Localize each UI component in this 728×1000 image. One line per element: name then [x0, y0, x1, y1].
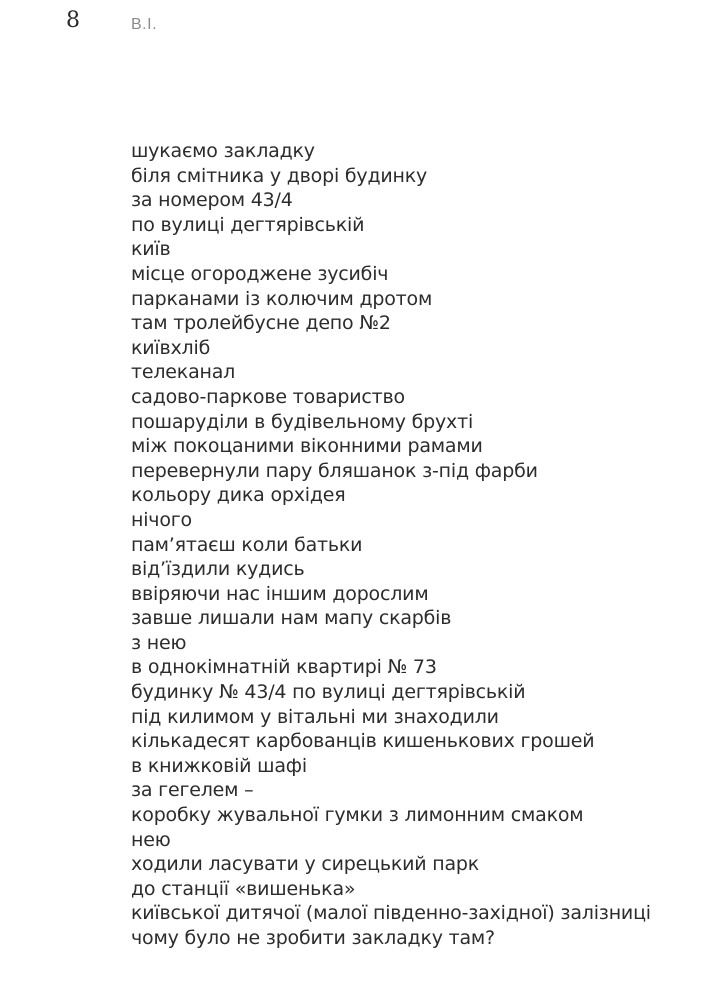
poem-line: пам’ятаєш коли батьки: [131, 533, 363, 556]
poem-line: в книжковій шафі: [131, 754, 307, 777]
poem-line: будинку № 43/4 по вулиці дегтярівській: [131, 681, 526, 704]
poem-line: київ: [131, 238, 171, 261]
poem-line: за гегелем –: [131, 779, 254, 802]
poem-line: пошаруділи в будівельному брухті: [131, 410, 474, 433]
poem-line: там тролейбусне депо №2: [131, 312, 391, 335]
poem-line: до станції «вишенька»: [131, 877, 356, 900]
poem-line: коробку жувальної гумки з лимонним смаком: [131, 804, 584, 827]
poem-line: завше лишали нам мапу скарбів: [131, 607, 452, 630]
poem-line: ходили ласувати у сирецький парк: [131, 853, 480, 876]
poem-line: перевернули пару бляшанок з-під фарби: [131, 459, 538, 482]
poem-line: біля смітника у дворі будинку: [131, 164, 428, 187]
poem-line: нею: [131, 828, 171, 851]
poem-line: місце огороджене зусибіч: [131, 262, 389, 285]
poem-line: парканами із колючим дротом: [131, 287, 433, 310]
poem-line: київської дитячої (малої південно-західної) залізниці: [131, 902, 651, 925]
running-head-author: В.І.: [131, 16, 158, 33]
poem-line: в однокімнатній квартирі № 73: [131, 656, 437, 679]
poem-line: під килимом у вітальні ми знаходили: [131, 705, 499, 728]
poem-line: по вулиці дегтярівській: [131, 213, 365, 236]
poem-line: київхліб: [131, 336, 211, 359]
poem-line: садово-паркове товариство: [131, 385, 405, 408]
poem-line: кольору дика орхідея: [131, 484, 346, 507]
poem-line: від’їздили кудись: [131, 558, 305, 581]
poem-line: шукаємо закладку: [131, 140, 315, 162]
poem-line: нічого: [131, 508, 192, 531]
poem-line: ввіряючи нас іншим дорослим: [131, 582, 429, 605]
poem-line: між покоцаними віконними рамами: [131, 435, 483, 458]
page-number: 8: [66, 8, 80, 33]
poem-line: телеканал: [131, 361, 236, 384]
poem-text: [131, 139, 651, 951]
poem-line: з нею: [131, 631, 187, 654]
poem-line: за номером 43/4: [131, 189, 293, 212]
poem-line: чому було не зробити закладку там?: [131, 927, 495, 949]
poem-line: кількадесят карбованців кишенькових грошей: [131, 730, 595, 753]
